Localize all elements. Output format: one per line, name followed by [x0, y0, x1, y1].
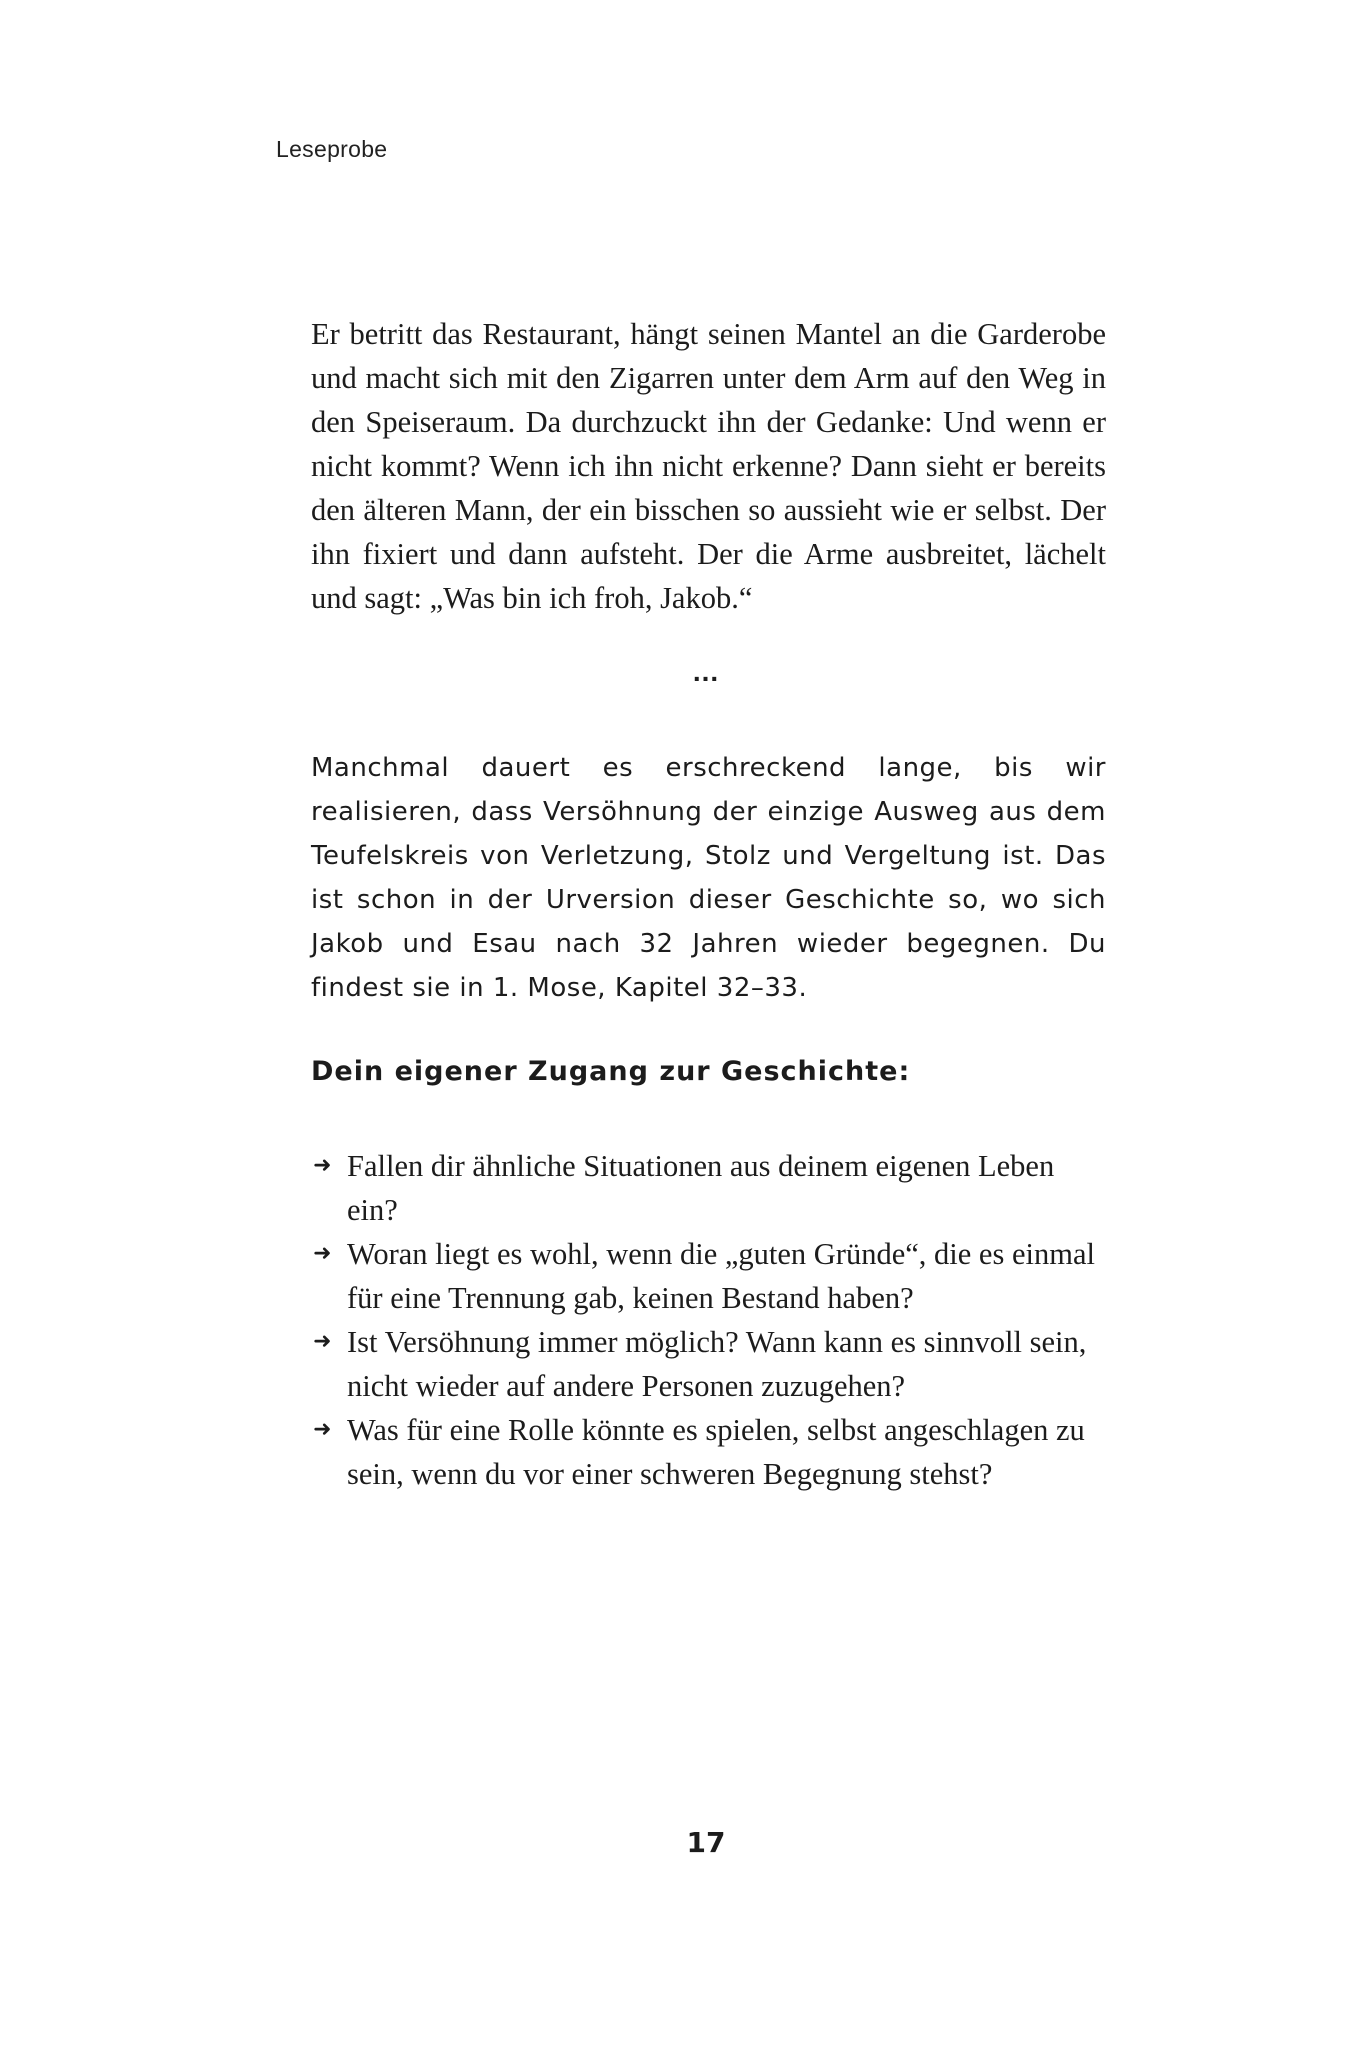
question-text: Ist Versöhnung immer möglich? Wann kann es sinnvoll sein, nicht wieder auf andere Personen zuzugehen? — [347, 1325, 1087, 1403]
question-text: Fallen dir ähnliche Situationen aus deinem eigenen Leben ein? — [347, 1149, 1055, 1227]
arrow-right-icon: ➜ — [313, 1241, 332, 1266]
section-heading: Dein eigener Zugang zur Geschichte: — [311, 1056, 911, 1087]
question-text: Was für eine Rolle könnte es spielen, selbst angeschlagen zu sein, wenn du vor einer schweren Begegnung stehst? — [347, 1413, 1085, 1491]
question-list — [311, 1144, 1106, 1496]
arrow-right-icon: ➜ — [313, 1153, 332, 1178]
page-number: 17 — [686, 1826, 726, 1859]
section-separator: ... — [692, 656, 720, 687]
story-paragraph: Er betritt das Restaurant, hängt seinen Mantel an die Garderobe und macht sich mit den Zigarren unter dem Arm auf den Weg in den Speiseraum. Da durchzuckt ihn der Gedanke: Und wenn er nicht kommt? Wenn ich ihn nicht erkenne? Dann sieht er bereits den älteren Mann, der ein bisschen so aussieht wie er selbst. Der ihn fixiert und dann aufsteht. Der die Arme ausbreitet, lächelt und sagt: „Was bin ich froh, Jakob.“ — [311, 317, 1106, 615]
question-item — [311, 1408, 1106, 1496]
running-head: Leseprobe — [276, 136, 388, 162]
arrow-right-icon: ➜ — [313, 1417, 332, 1442]
arrow-right-icon: ➜ — [313, 1329, 332, 1354]
commentary-paragraph: Manchmal dauert es erschreckend lange, bis wir realisieren, dass Versöhnung der einzige Ausweg aus dem Teufelskreis von Verletzung, Stolz und Vergeltung ist. Das ist schon in der Urversion dieser Geschichte so, wo sich Jakob und Esau nach 32 Jahren wieder begegnen. Du findest sie in 1. Mose, Kapitel 32–33. — [311, 753, 1106, 1003]
question-item — [311, 1232, 1106, 1320]
question-item — [311, 1320, 1106, 1408]
question-item — [311, 1144, 1106, 1232]
question-text: Woran liegt es wohl, wenn die „guten Gründe“, die es einmal für eine Trennung gab, keinen Bestand haben? — [347, 1237, 1095, 1315]
